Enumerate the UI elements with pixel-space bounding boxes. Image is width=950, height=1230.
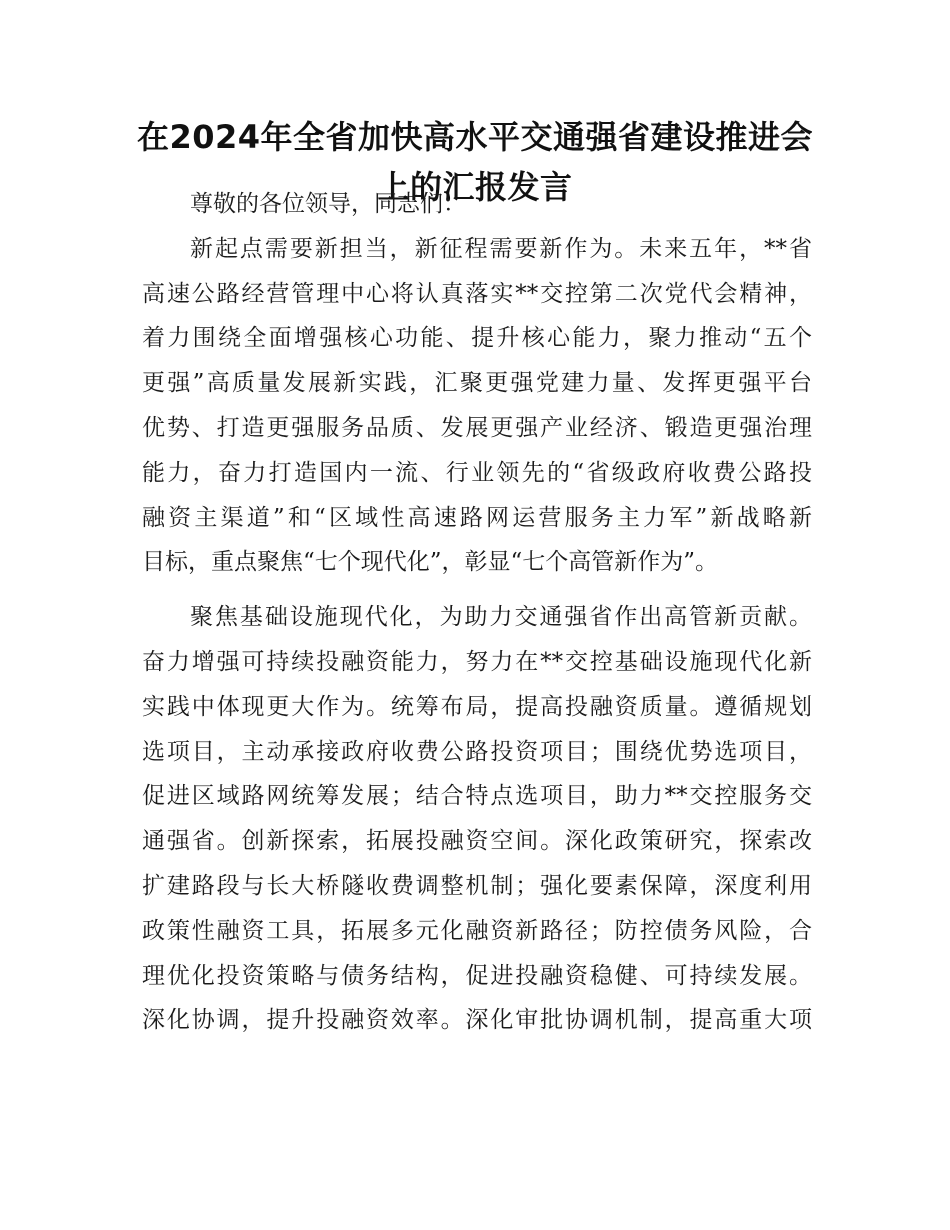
paragraph-line: 融资主渠道”和“区域性高速路网运营服务主力军”新战略新 — [142, 504, 812, 531]
paragraph-line: 着力围绕全面增强核心功能、提升核心能力，聚力推动“五个 — [142, 325, 812, 352]
document-title-line-2: 上的汇报发言 — [377, 168, 573, 206]
paragraph-line: 通强省。创新探索，拓展投融资空间。深化政策研究，探索改 — [142, 828, 812, 855]
paragraph-2 — [142, 595, 812, 1043]
document-title-line-1: 在2024年全省加快高水平交通强省建设推进会 — [136, 118, 814, 156]
document-body — [142, 182, 812, 1043]
paragraph-line: 扩建路段与长大桥隧收费调整机制；强化要素保障，深度利用 — [142, 872, 812, 899]
paragraph-line: 实践中体现更大作为。统筹布局，提高投融资质量。遵循规划 — [142, 693, 812, 720]
paragraph-line: 优势、打造更强服务品质、发展更强产业经济、锻造更强治理 — [142, 414, 812, 441]
paragraph-line: 奋力增强可持续投融资能力，努力在**交控基础设施现代化新 — [142, 648, 812, 675]
paragraph-line: 政策性融资工具，拓展多元化融资新路径；防控债务风险，合 — [142, 917, 812, 944]
paragraph-line: 新起点需要新担当，新征程需要新作为。未来五年，**省 — [190, 235, 812, 262]
paragraph-line: 更强”高质量发展新实践，汇聚更强党建力量、发挥更强平台 — [142, 370, 812, 397]
paragraph-line: 聚焦基础设施现代化，为助力交通强省作出高管新贡献。 — [190, 604, 812, 631]
paragraph-spacer — [142, 585, 812, 595]
paragraph-line: 高速公路经营管理中心将认真落实**交控第二次党代会精神， — [142, 280, 812, 307]
paragraph-line: 选项目，主动承接政府收费公路投资项目；围绕优势选项目， — [142, 738, 812, 765]
paragraph-line: 目标，重点聚焦“七个现代化”，彰显“七个高管新作为”。 — [142, 549, 719, 576]
paragraph-line: 能力，奋力打造国内一流、行业领先的“省级政府收费公路投 — [142, 459, 812, 486]
paragraph-line: 促进区域路网统筹发展；结合特点选项目，助力**交控服务交 — [142, 783, 812, 810]
paragraph-line: 深化协调，提升投融资效率。深化审批协调机制，提高重大项 — [142, 1007, 812, 1034]
paragraph-line: 理优化投资策略与债务结构，促进投融资稳健、可持续发展。 — [142, 962, 812, 989]
salutation: 尊敬的各位领导，同志们： — [190, 191, 466, 217]
paragraph-1 — [142, 227, 812, 585]
